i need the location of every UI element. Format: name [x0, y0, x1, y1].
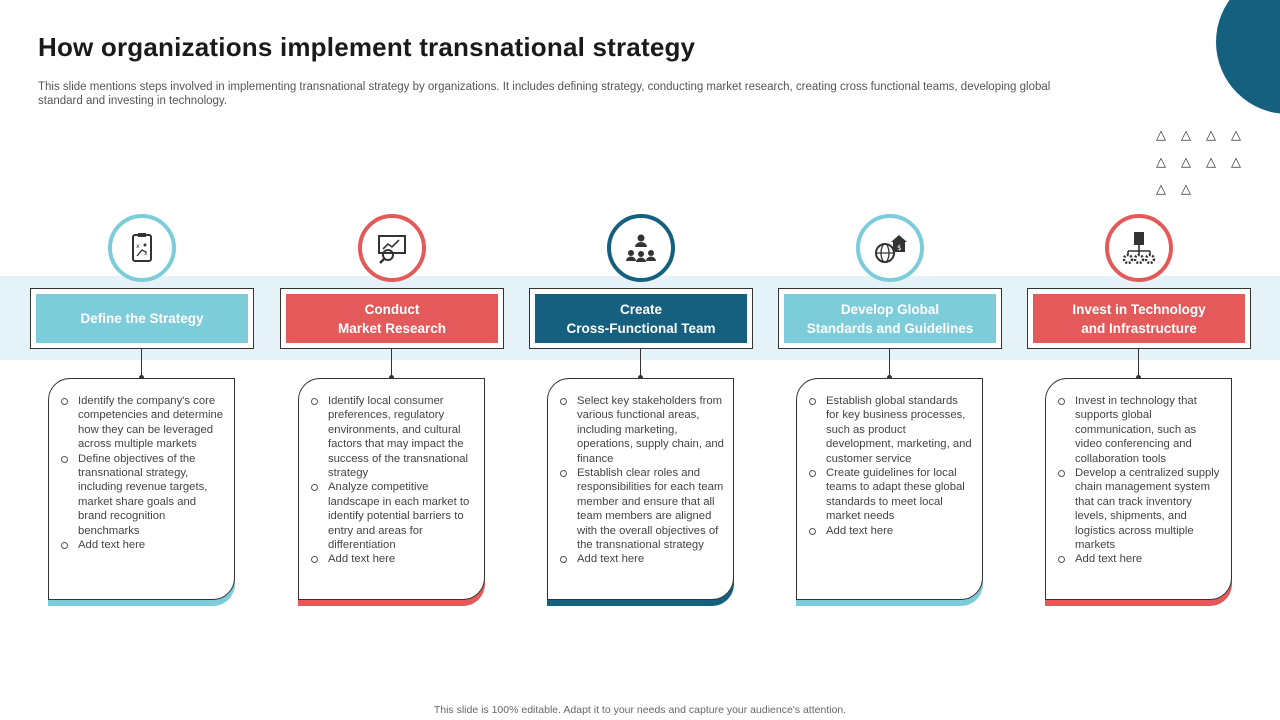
svg-text:x: x	[136, 243, 140, 250]
connector-line	[640, 349, 641, 377]
step-heading-frame	[30, 288, 254, 349]
bullet-item: Add text here	[809, 524, 974, 538]
connector-line	[889, 349, 890, 377]
bullet-item: Establish clear roles and responsibilities for each team member and ensure that all team members are aligned with the overall objectives of the transnational strategy	[560, 466, 725, 552]
step-heading: Conduct Market Research	[286, 294, 498, 343]
step-heading-frame	[1027, 288, 1251, 349]
triangle-icon: △	[1231, 154, 1241, 169]
step-3	[529, 0, 753, 720]
triangle-icon: △	[1231, 127, 1241, 142]
triangle-icon: △	[1156, 154, 1166, 169]
step-heading: Invest in Technology and Infrastructure	[1033, 294, 1245, 343]
svg-text:$: $	[897, 244, 902, 252]
step-card	[1045, 378, 1232, 600]
bullet-item: Identify the company's core competencies and determine how they can be leveraged across multiple markets	[61, 394, 226, 452]
triangle-icon: △	[1181, 127, 1191, 142]
strategy-board-icon	[108, 214, 176, 282]
bullet-list	[1058, 394, 1223, 567]
step-card	[796, 378, 983, 600]
step-heading: Define the Strategy	[36, 294, 248, 343]
triangle-icon: △	[1156, 181, 1166, 196]
bullet-list	[311, 394, 476, 567]
bullet-item: Add text here	[560, 552, 725, 566]
triangle-icon: △	[1156, 127, 1166, 142]
page-subtitle: This slide mentions steps involved in implementing transnational strategy by organizations. It includes defining strategy, conducting market research, creating cross functional teams, developing global standard and investing in technology.	[38, 81, 1051, 107]
step-2	[280, 0, 504, 720]
triangle-icon: △	[1181, 154, 1191, 169]
global-standards-icon	[856, 214, 924, 282]
connector-line	[1138, 349, 1139, 377]
connector-line	[141, 349, 142, 377]
step-card	[298, 378, 485, 600]
bullet-list	[809, 394, 974, 538]
step-heading: Create Cross-Functional Team	[535, 294, 747, 343]
page-title: How organizations implement transnational strategy	[38, 32, 696, 62]
triangle-icon: △	[1206, 127, 1216, 142]
market-research-icon	[358, 214, 426, 282]
bullet-item: Add text here	[311, 552, 476, 566]
bullet-list	[560, 394, 725, 567]
triangle-icon: △	[1181, 181, 1191, 196]
bullet-item: Add text here	[61, 538, 226, 552]
step-4	[778, 0, 1002, 720]
step-heading-frame	[280, 288, 504, 349]
bullet-item: Establish global standards for key business processes, such as product development, marketing, and customer service	[809, 394, 974, 466]
team-icon	[607, 214, 675, 282]
step-heading: Develop Global Standards and Guidelines	[784, 294, 996, 343]
step-card	[48, 378, 235, 600]
step-heading-frame	[778, 288, 1002, 349]
step-1	[30, 0, 254, 720]
svg-text:x: x	[144, 250, 148, 257]
bullet-item: Analyze competitive landscape in each market to identify potential barriers to entry and areas for differentiation	[311, 480, 476, 552]
step-5	[1027, 0, 1251, 720]
step-heading-frame	[529, 288, 753, 349]
bullet-item: Create guidelines for local teams to adapt these global standards to meet local market needs	[809, 466, 974, 524]
bullet-item: Add text here	[1058, 552, 1223, 566]
bullet-item: Develop a centralized supply chain management system that can track inventory levels, shipments, and logistics across multiple markets	[1058, 466, 1223, 552]
bullet-item: Identify local consumer preferences, regulatory environments, and cultural factors that may impact the success of the transnational strategy	[311, 394, 476, 480]
bullet-list	[61, 394, 226, 552]
connector-line	[391, 349, 392, 377]
triangle-icon: △	[1206, 154, 1216, 169]
footer-note: This slide is 100% editable. Adapt it to your needs and capture your audience's attention.	[433, 704, 847, 716]
step-card	[547, 378, 734, 600]
bullet-item: Invest in technology that supports global communication, such as video conferencing and collaboration tools	[1058, 394, 1223, 466]
bullet-item: Define objectives of the transnational strategy, including revenue targets, market share goals and brand recognition benchmarks	[61, 452, 226, 538]
infrastructure-icon	[1105, 214, 1173, 282]
bullet-item: Select key stakeholders from various functional areas, including marketing, operations, supply chain, and finance	[560, 394, 725, 466]
